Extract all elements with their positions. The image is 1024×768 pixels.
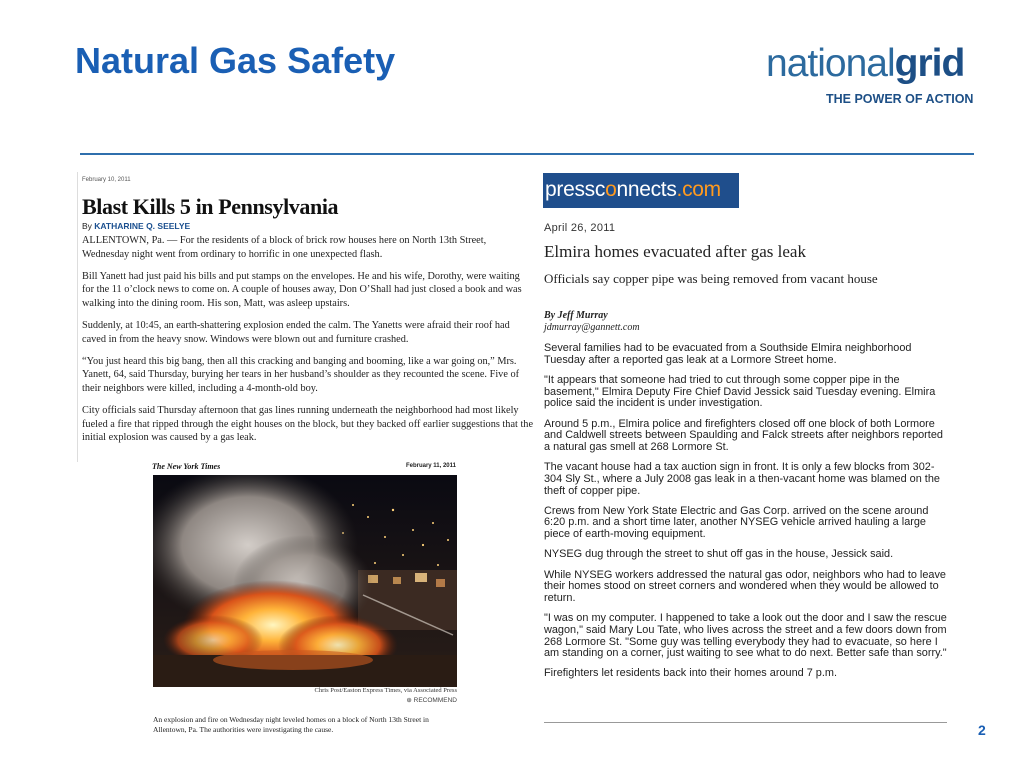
logo-tagline: THE POWER OF ACTION: [826, 92, 974, 106]
article-paragraph: Several families had to be evacuated from a Southside Elmira neighborhood Tuesday after a reported gas leak at a Lormore Street home.: [544, 342, 912, 366]
article-author: KATHARINE Q. SEELYE: [94, 221, 191, 231]
nyt-masthead: The New York Times: [152, 462, 221, 471]
photo-date: February 11, 2011: [405, 463, 456, 469]
logo-part: .com: [676, 178, 721, 201]
article-subhead: Officials say copper pipe was being removed from vacant house: [544, 271, 878, 286]
article-paragraph: NYSEG dug through the street to shut off gas in the house, Jessick said.: [544, 548, 894, 561]
photo-caption: An explosion and fire on Wednesday night leveled homes on a block of North 13th Street in Allentown, Pa. The authorities were investigating the cause.: [153, 715, 429, 734]
explosion-photo-image: [153, 475, 457, 687]
logo-part: pressc: [545, 178, 606, 201]
author-email: jdmurray@gannett.com: [544, 322, 640, 333]
pressconnects-clipping: [542, 172, 962, 732]
recommend-icon: ⊕: [406, 697, 414, 704]
article-headline: Blast Kills 5 in Pennsylvania: [82, 194, 339, 219]
article-byline: By Jeff Murray: [544, 310, 608, 321]
recommend-label: RECOMMEND: [413, 697, 457, 704]
article-date: February 10, 2011: [82, 177, 131, 183]
nyt-photo-clipping: [150, 462, 460, 737]
article-byline: [82, 221, 190, 231]
pressconnects-logo: [543, 173, 739, 208]
article-paragraph: Bill Yanett had just paid his bills and put stamps on the envelopes. He and his wife, Dorothy, were waiting for the 11 o’clock news to come on. A couple of houses away, Don O’Shall had just closed a book and was walking into the dining room. His son, Matt, was asleep upstairs.: [82, 270, 522, 309]
logo-part: nnects: [616, 178, 677, 201]
article-headline: Elmira homes evacuated after gas leak: [544, 242, 806, 261]
logo-part: o: [605, 178, 617, 201]
article-divider: [544, 722, 947, 723]
article-paragraph: "I was on my computer. I happened to take a look out the door and I saw the rescue wagon," said Mary Lou Tate, who lives across the street and a few doors down from 268 Lormore St. "Some guy was telling everybody they had to evacuate, so here I am standing on a corner, just waiting to see what to do next. Better safe than sorry.": [544, 612, 947, 660]
logo-wordmark: [766, 42, 976, 86]
article-paragraph: City officials said Thursday afternoon that gas lines running underneath the neighborhood had most likely fueled a fire that ripped through the eight houses on the block, but they backed off earlier suggestions that the initial explosion was caused by a gas leak.: [82, 404, 534, 444]
photo-credit: Chris Post/Easton Express Times, via Associated Press: [314, 687, 457, 694]
article-paragraph: Suddenly, at 10:45, an earth-shattering explosion ended the calm. The Yanetts were afraid their roof had caved in from the heavy snow. Windows were blown out and furniture crashed.: [82, 319, 510, 345]
article-paragraph: Firefighters let residents back into their homes around 7 p.m.: [544, 667, 837, 680]
article-paragraph: While NYSEG workers addressed the natural gas odor, neighbors who had to leave their homes stood on street corners and wondered when they would be allowed to return.: [544, 568, 946, 604]
logo-word-bold: grid: [894, 42, 965, 85]
article-paragraph: Around 5 p.m., Elmira police and firefighters closed off one block of both Lormore and Caldwell streets between Spaulding and Falck streets after neighbors reported a natural gas smell at 268 Lormore St.: [544, 417, 943, 453]
recommend-link[interactable]: [406, 696, 457, 704]
byline-prefix: By: [82, 221, 95, 231]
explosion-photo: [153, 475, 457, 687]
logo-word-light: national: [766, 42, 895, 85]
page-number: 2: [978, 722, 986, 738]
article-paragraph: ALLENTOWN, Pa. — For the residents of a block of brick row houses here on North 13th Street, Wednesday night went from ordinary to horrific in one unexpected flash.: [82, 235, 487, 260]
article-paragraph: “You just heard this big bang, then all this cracking and banging and booming, like a war going on,” Mrs. Yanett, 64, said Thursday, burying her tears in her husband’s shoulder as they recounted the scene. Five of their neighbors were killed, including a 4-month-old boy.: [82, 355, 520, 394]
title-divider: [80, 153, 974, 155]
nyt-article-clipping: [77, 172, 532, 462]
article-paragraph: "It appears that someone had tried to cut through some copper pipe in the basement," Elmira Deputy Fire Chief David Jessick said Tuesday evening. Elmira police said the incident is under investigation.: [544, 373, 936, 410]
slide-title: Natural Gas Safety: [75, 40, 396, 81]
national-grid-logo: [766, 42, 976, 112]
article-paragraph: Crews from New York State Electric and Gas Corp. arrived on the scene around 6:20 p.m. and a short time later, another NYSEG vehicle arrived hauling a large piece of earth-moving equipment.: [544, 504, 929, 541]
article-date: April 26, 2011: [544, 222, 616, 234]
article-body: [82, 234, 534, 453]
article-paragraph: The vacant house had a tax auction sign in front. It is only a few blocks from 302-304 Sly St., where a July 2008 gas leak in a then-vacant home was blamed on the theft of copper pipe.: [544, 461, 940, 497]
article-body: [544, 343, 948, 689]
